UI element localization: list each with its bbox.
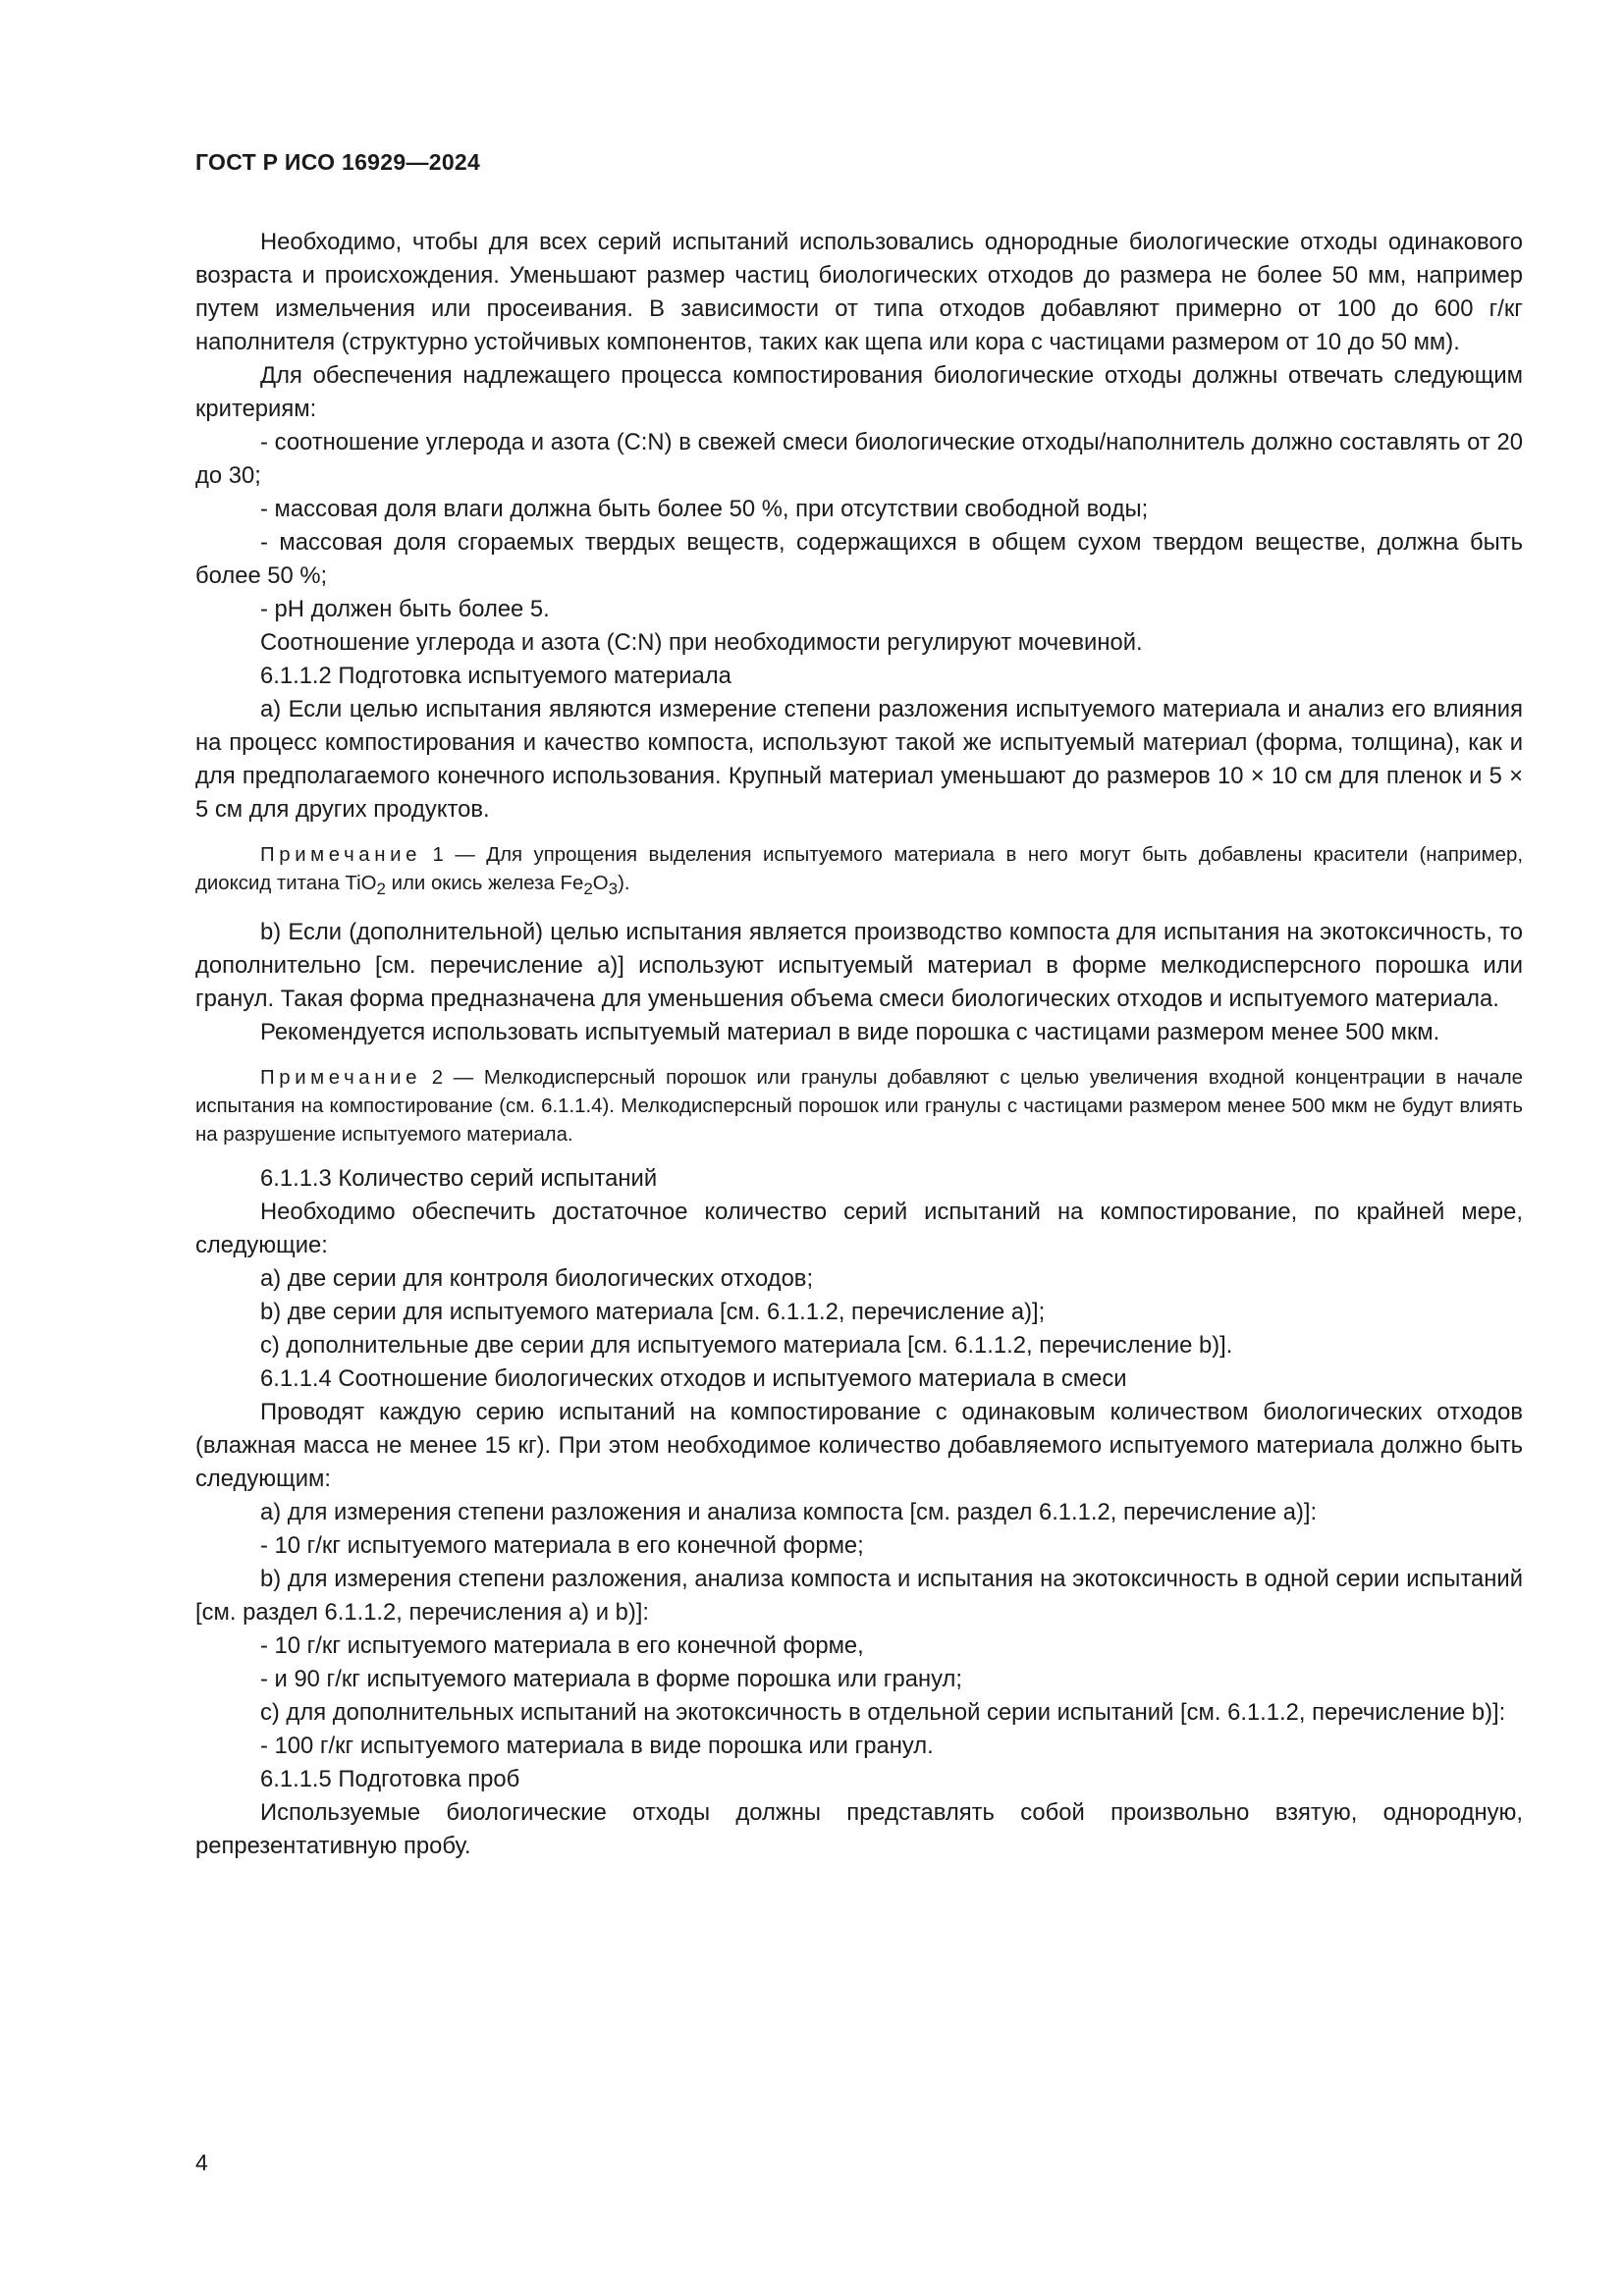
paragraph: Необходимо обеспечить достаточное количество серий испытаний на компостирование, по крайней мере, следующие:	[195, 1199, 1523, 1259]
list-item: с) дополнительные две серии для испытуемого материала [см. 6.1.1.2, перечисление b)].	[260, 1332, 1233, 1360]
document-header: ГОСТ Р ИСО 16929—2024	[195, 149, 481, 175]
note-number: 2	[431, 1067, 444, 1090]
note-2: Примечание 2 — Мелкодисперсный порошок или гранулы добавляют с целью увеличения входной концентрации в начале испытания на компостирование (см. 6.1.1.4). Мелкодисперсный порошок или гранулы с частицами размером менее 500 мкм не будут влиять на разрушение испытуемого материала.	[195, 1067, 1523, 1147]
list-item: - массовая доля влаги должна быть более 50 %, при отсутствии свободной воды;	[260, 496, 1149, 522]
paragraph: Используемые биологические отходы должны представлять собой произвольно взятую, однородную, репрезентативную пробу.	[195, 1799, 1523, 1860]
paragraph: Необходимо, чтобы для всех серий испытаний использовались однородные биологические отходы одинакового возраста и происхождения. Уменьшают размер частиц биологических отходов до размера не более 50 мм, например путем измельчения или просеивания. В зависимости от типа отходов добавляют примерно от 100 до 600 г/кг наполнителя (структурно устойчивых компонентов, таких как щепа или кора с частицами размером от 10 до 50 мм).	[195, 229, 1523, 355]
list-item: b) для измерения степени разложения, анализа компоста и испытания на экотоксичность в одной серии испытаний [см. раздел 6.1.1.2, перечисления а) и b)]:	[195, 1566, 1523, 1627]
paragraph: Рекомендуется использовать испытуемый материал в виде порошка с частицами размером менее 500 мкм.	[260, 1019, 1440, 1046]
paragraph: Соотношение углерода и азота (C:N) при необходимости регулируют мочевиной.	[260, 629, 1143, 656]
note-1: Примечание 1 — Для упрощения выделения испытуемого материала в него могут быть добавлены красители (например, диоксид титана TiO$_2$ или окись железа $Fe_2O_3$).	[195, 844, 1523, 899]
list-item: - pH должен быть более 5.	[260, 596, 550, 622]
list-item: а) для измерения степени разложения и анализа компоста [см. раздел 6.1.1.2, перечисление а)]:	[260, 1499, 1318, 1526]
note-number: 1	[432, 844, 444, 866]
list-item: - массовая доля сгораемых твердых веществ, содержащихся в общем сухом твердом веществе, должна быть более 50 %;	[195, 529, 1523, 589]
list-item: - и 90 г/кг испытуемого материала в форме порошка или гранул;	[260, 1666, 962, 1693]
paragraph: а) Если целью испытания являются измерение степени разложения испытуемого материала и анализ его влияния на процесс компостирования и качество компоста, используют такой же испытуемый материал (форма, толщина), как и для предполагаемого конечного использования. Крупный материал уменьшают до размеров 10 × 10 см для пленок и 5 × 5 см для других продуктов.	[195, 696, 1523, 823]
list-item: а) две серии для контроля биологических отходов;	[260, 1265, 814, 1293]
page-number: 4	[195, 2150, 208, 2175]
list-item: - соотношение углерода и азота (C:N) в свежей смеси биологические отходы/наполнитель должно составлять от 20 до 30;	[195, 429, 1523, 489]
list-item: b) две серии для испытуемого материала [см. 6.1.1.2, перечисление а)];	[260, 1299, 1046, 1326]
note-label: Примечание	[260, 844, 422, 866]
document-body	[195, 226, 1523, 1863]
list-item: - 100 г/кг испытуемого материала в виде порошка или гранул.	[260, 1733, 934, 1760]
section-heading: 6.1.1.2 Подготовка испытуемого материала	[260, 663, 731, 689]
list-item: - 10 г/кг испытуемого материала в его конечной форме;	[260, 1532, 864, 1560]
note-label: Примечание	[260, 1067, 422, 1090]
list-item: с) для дополнительных испытаний на экотоксичность в отдельной серии испытаний [см. 6.1.1.2, перечисление b)]:	[260, 1699, 1506, 1727]
list-item: - 10 г/кг испытуемого материала в его конечной форме,	[260, 1632, 864, 1660]
paragraph: b) Если (дополнительной) целью испытания является производство компоста для испытания на экотоксичность, то дополнительно [см. перечисление а)] используют испытуемый материал в форме мелкодисперсного порошка или гранул. Такая форма предназначена для уменьшения объема смеси биологических отходов и испытуемого материала.	[195, 919, 1523, 1013]
section-heading: 6.1.1.4 Соотношение биологических отходов и испытуемого материала в смеси	[260, 1365, 1127, 1393]
section-heading: 6.1.1.3 Количество серий испытаний	[260, 1165, 658, 1193]
paragraph: Проводят каждую серию испытаний на компостирование с одинаковым количеством биологических отходов (влажная масса не менее 15 кг). При этом необходимое количество добавляемого испытуемого материала должно быть следующим:	[195, 1399, 1523, 1493]
section-heading: 6.1.1.5 Подготовка проб	[260, 1766, 520, 1793]
paragraph: Для обеспечения надлежащего процесса компостирования биологические отходы должны отвечать следующим критериям:	[195, 362, 1523, 422]
